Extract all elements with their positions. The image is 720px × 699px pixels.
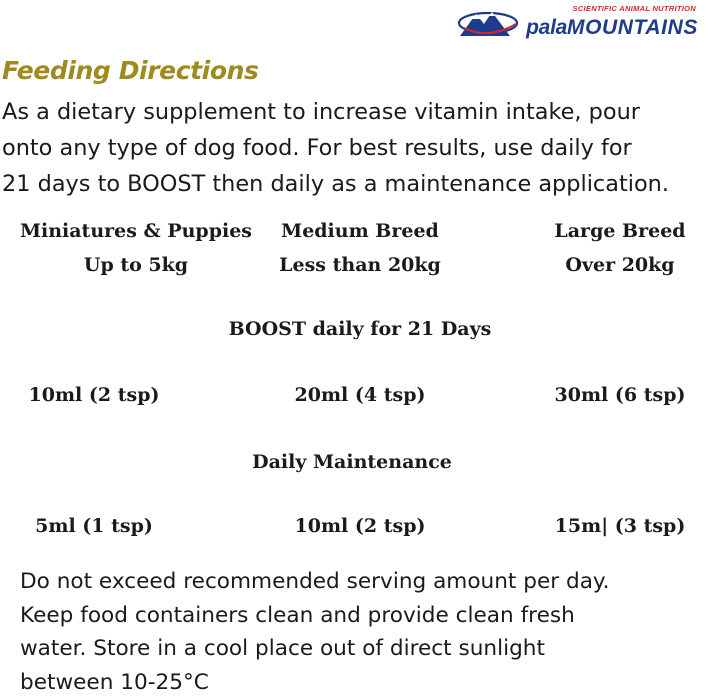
boost-dose-large: 30ml (6 tsp) bbox=[520, 384, 720, 406]
mountain-logo-icon bbox=[454, 6, 518, 42]
boost-dose-medium: 20ml (4 tsp) bbox=[248, 384, 472, 406]
warning-line: Keep food containers clean and provide clean fresh bbox=[20, 599, 720, 633]
logo-wordmark bbox=[526, 16, 698, 40]
section-label-maintenance: Daily Maintenance bbox=[0, 451, 704, 473]
logo-brand-a: pala bbox=[526, 16, 567, 39]
column-title-medium: Medium Breed bbox=[248, 220, 472, 242]
column-title-large: Large Breed bbox=[520, 220, 720, 242]
maintenance-dose-miniatures: 5ml (1 tsp) bbox=[0, 515, 204, 537]
maintenance-dose-large: 15m| (3 tsp) bbox=[520, 515, 720, 537]
brand-logo bbox=[448, 4, 698, 44]
intro-line: onto any type of dog food. For best results, use daily for bbox=[2, 130, 718, 166]
warning-line: between 10-25°C bbox=[20, 666, 720, 699]
warning-line: water. Store in a cool place out of direct sunlight bbox=[20, 632, 720, 666]
logo-brand-b: MOUNTAINS bbox=[567, 16, 698, 39]
logo-tagline: SCIENTIFIC ANIMAL NUTRITION bbox=[572, 4, 696, 13]
column-subtitle-miniatures: Up to 5kg bbox=[0, 254, 272, 276]
column-subtitle-medium: Less than 20kg bbox=[248, 254, 472, 276]
warning-line: Do not exceed recommended serving amount per day. bbox=[20, 565, 720, 599]
boost-dose-miniatures: 10ml (2 tsp) bbox=[0, 384, 204, 406]
intro-line: As a dietary supplement to increase vitamin intake, pour bbox=[2, 94, 718, 130]
usage-warning bbox=[20, 565, 720, 699]
page-title: Feeding Directions bbox=[2, 56, 259, 85]
intro-paragraph bbox=[2, 94, 718, 202]
column-title-miniatures: Miniatures & Puppies bbox=[0, 220, 272, 242]
maintenance-dose-medium: 10ml (2 tsp) bbox=[248, 515, 472, 537]
column-subtitle-large: Over 20kg bbox=[520, 254, 720, 276]
intro-line: 21 days to BOOST then daily as a maintenance application. bbox=[2, 166, 718, 202]
section-label-boost: BOOST daily for 21 Days bbox=[0, 318, 720, 340]
